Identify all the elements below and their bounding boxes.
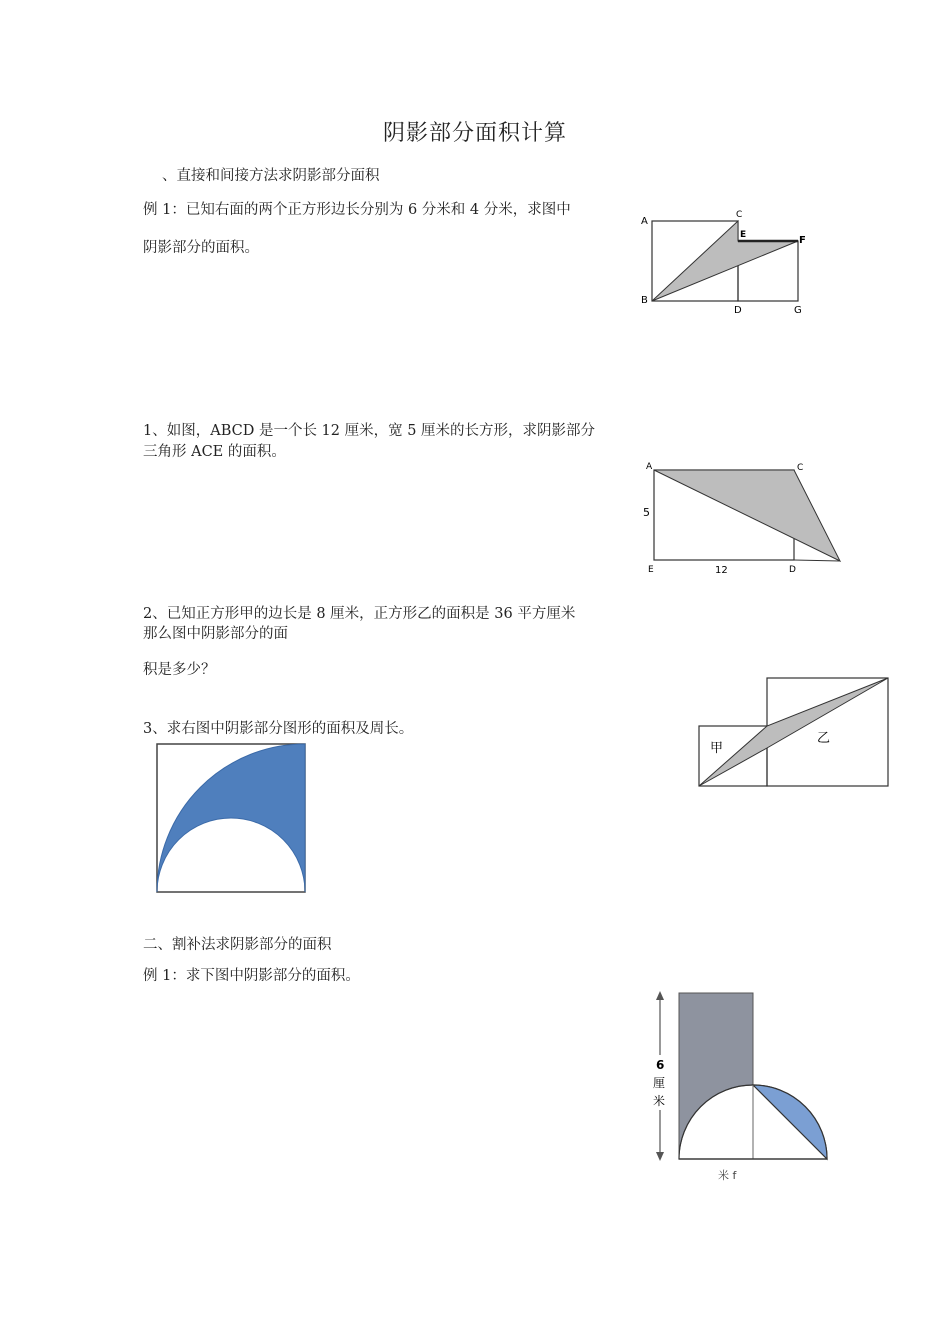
- label-yi: 乙: [817, 731, 831, 746]
- blue-shaded-segment: [753, 1085, 827, 1159]
- label-c: C: [797, 463, 804, 473]
- label-side-12: 12: [715, 565, 728, 576]
- problem3-line1: 3、求右图中阴影部分图形的面积及周长。: [143, 721, 414, 737]
- example1-line1: 例 1：已知右面的两个正方形边长分别为 6 分米和 4 分米，求图中: [143, 202, 571, 218]
- label-jia: 甲: [710, 741, 724, 756]
- shaded-triangle-ace: [654, 470, 840, 561]
- section2-example1-line1: 例 1：求下图中阴影部分的面积。: [143, 968, 360, 984]
- problem1-line2: 三角形 ACE 的面积。: [143, 444, 286, 460]
- figure-two-squares: [630, 205, 830, 320]
- label-e: E: [740, 230, 747, 240]
- example1-line2: 阴影部分的面积。: [143, 240, 259, 256]
- label-mi: 米: [653, 1094, 666, 1108]
- problem1-line1: 1、如图，ABCD 是一个长 12 厘米，宽 5 厘米的长方形，求阴影部分: [143, 423, 596, 439]
- shaded-triangle: [652, 221, 798, 301]
- label-d: D: [789, 565, 796, 575]
- blue-shaded-region: [157, 744, 305, 892]
- section1-heading: 、直接和间接方法求阴影部分面积: [162, 168, 380, 184]
- label-six: 6: [656, 1058, 665, 1072]
- label-d: D: [734, 305, 742, 316]
- section2-heading: 二、割补法求阴影部分的面积: [143, 937, 332, 953]
- arrow-up-icon: [656, 991, 664, 1000]
- problem2-line2: 那么图中阴影部分的面: [143, 626, 288, 642]
- figure-squares-jia-yi: [690, 670, 895, 795]
- label-side-5: 5: [643, 506, 650, 519]
- shaded-region: [699, 678, 888, 786]
- problem2-line1: 2、已知正方形甲的边长是 8 厘米，正方形乙的面积是 36 平方厘米: [143, 606, 576, 622]
- arrow-down-icon: [656, 1152, 664, 1161]
- label-c: C: [736, 210, 743, 220]
- label-li: 厘: [653, 1076, 666, 1090]
- label-g: G: [794, 305, 802, 316]
- label-b: B: [641, 295, 648, 306]
- problem2-line3: 积是多少？: [143, 662, 216, 678]
- label-f: F: [799, 235, 806, 246]
- figure-rectangle-semicircle: [648, 985, 838, 1185]
- extension-line: [794, 560, 840, 561]
- label-bottom: 米 f: [718, 1169, 737, 1182]
- label-a: A: [646, 462, 653, 472]
- label-e: E: [648, 565, 654, 575]
- gray-shaded-region: [679, 993, 753, 1159]
- figure-quarter-semicircle: [150, 738, 315, 898]
- figure-rectangle-ace: [640, 460, 850, 580]
- label-a: A: [641, 216, 648, 227]
- page-title: 阴影部分面积计算: [382, 121, 567, 146]
